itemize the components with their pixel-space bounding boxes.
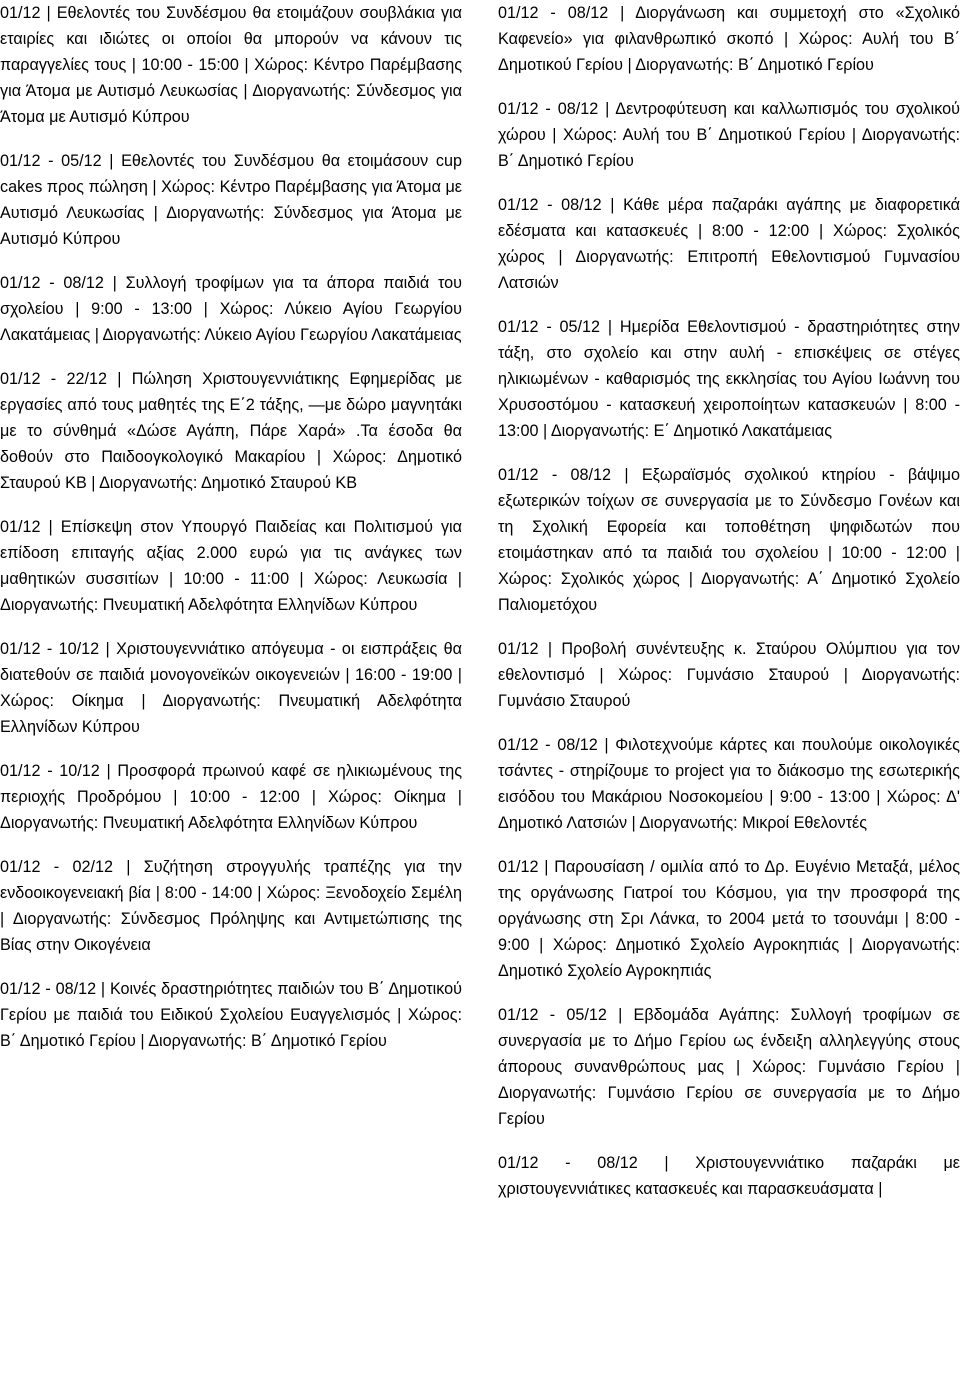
event-entry: 01/12 - 08/12 | Χριστουγεννιάτικο παζαράκι με χριστουγεννιάτικες κατασκευές και παρασκευάσματα | — [498, 1154, 960, 1198]
event-entry: 01/12 - 02/12 | Συζήτηση στρογγυλής τραπέζης για την ενδοοικογενειακή βία | 8:00 - 14:00 | Χώρος: Ξενοδοχείο Σεμέλη | Διοργανωτής: Σύνδεσμος Πρόληψης και Αντιμετώπισης της Βίας στην Οικογένεια — [0, 858, 462, 954]
event-entry: 01/12 - 08/12 | Φιλοτεχνούμε κάρτες και πουλούμε οικολογικές τσάντες - στηρίζουμε το project για το διάκοσμο της εσωτερικής εισόδου του Μακάριου Νοσοκομείου | 9:00 - 13:00 | Χώρος: Δ' Δημοτικό Λατσιών | Διοργανωτής: Μικροί Εθελοντές — [498, 736, 960, 832]
event-entry: 01/12 - 10/12 | Χριστουγεννιάτικο απόγευμα - οι εισπράξεις θα διατεθούν σε παιδιά μονογονεϊκών οικογενειών | 16:00 - 19:00 | Χώρος: Οίκημα | Διοργανωτής: Πνευματική Αδελφότητα Ελληνίδων Κύπρου — [0, 640, 462, 736]
event-entry: 01/12 - 08/12 | Συλλογή τροφίμων για τα άπορα παιδιά του σχολείου | 9:00 - 13:00 | Χώρος: Λύκειο Αγίου Γεωργίου Λακατάμειας | Διοργανωτής: Λύκειο Αγίου Γεωργίου Λακατάμειας — [0, 274, 462, 344]
event-entry: 01/12 | Παρουσίαση / ομιλία από το Δρ. Ευγένιο Μεταξά, μέλος της οργάνωσης Γιατροί του Κόσμου, για την προσφορά της οργάνωσης στη Σρι Λάνκα, το 2004 μετά το τσουνάμι | 8:00 - 9:00 | Χώρος: Δημοτικό Σχολείο Αγροκηπιάς | Διοργανωτής: Δημοτικό Σχολείο Αγροκηπιάς — [498, 858, 960, 980]
event-entry: 01/12 - 05/12 | Εθελοντές του Συνδέσμου θα ετοιμάσουν cup cakes προς πώληση | Χώρος: Κέντρο Παρέμβασης για Άτομα με Αυτισμό Λευκωσίας | Διοργανωτής: Σύνδεσμος για Άτομα με Αυτισμό Κύπρου — [0, 152, 462, 248]
event-entry: 01/12 | Επίσκεψη στον Υπουργό Παιδείας και Πολιτισμού για επίδοση επιταγής αξίας 2.000 ευρώ για τις ανάγκες των μαθητικών συσσιτίων | 10:00 - 11:00 | Χώρος: Λευκωσία |Διοργανωτής: Πνευματική Αδελφότητα Ελληνίδων Κύπρου — [0, 518, 462, 614]
event-entry: 01/12 - 08/12 | Διοργάνωση και συμμετοχή στο «Σχολικό Καφενείο» για φιλανθρωπικό σκοπό | Χώρος: Αυλή του Β΄ Δημοτικού Γερίου | Διοργανωτής: Β΄ Δημοτικό Γερίου — [498, 4, 960, 74]
event-entry: 01/12 | Προβολή συνέντευξης κ. Σταύρου Ολύμπιου για τον εθελοντισμό | Χώρος: Γυμνάσιο Σταυρού | Διοργανωτής: Γυμνάσιο Σταυρού — [498, 640, 960, 710]
event-entry: 01/12 - 10/12 | Προσφορά πρωινού καφέ σε ηλικιωμένους της περιοχής Προδρόμου | 10:00 - 12:00 | Χώρος: Οίκημα | Διοργανωτής: Πνευματική Αδελφότητα Ελληνίδων Κύπρου — [0, 762, 462, 832]
event-entry: 01/12 - 08/12 | Κοινές δραστηριότητες παιδιών του Β΄ Δημοτικού Γερίου με παιδιά του Ειδικού Σχολείου Ευαγγελισμός | Χώρος: Β΄ Δημοτικό Γερίου | Διοργανωτής: Β΄ Δημοτικό Γερίου — [0, 980, 462, 1050]
event-entry: 01/12 - 08/12 | Κάθε μέρα παζαράκι αγάπης με διαφορετικά εδέσματα και κατασκευές | 8:00 - 12:00 | Χώρος: Σχολικός χώρος | Διοργανωτής: Επιτροπή Εθελοντισμού Γυμνασίου Λατσιών — [498, 196, 960, 292]
left-column — [0, 0, 462, 1072]
event-entry: 01/12 - 08/12 | Εξωραϊσμός σχολικού κτηρίου - βάψιμο εξωτερικών τοίχων σε συνεργασία με το Σύνδεσμο Γονέων και τη Σχολική Εφορεία και τοποθέτηση ψηφιδωτών που ετοιμάστηκαν από τα παιδιά του σχολείου | 10:00 - 12:00 | Χώρος: Σχολικός χώρος | Διοργανωτής: Α΄ Δημοτικό Σχολείο Παλιομετόχου — [498, 466, 960, 614]
event-entry: 01/12 - 22/12 | Πώληση Χριστουγεννιάτικης Εφημερίδας με εργασίες από τους μαθητές της Ε΄2 τάξης, —με δώρο μαγνητάκι με το σύνθημά «Δώσε Αγάπη, Πάρε Χαρά» .Τα έσοδα θα δοθούν στο Παιδοογκολογικό Μακαρίου | Χώρος: Δημοτικό Σταυρού ΚΒ | Διοργανωτής: Δημοτικό Σταυρού ΚΒ — [0, 370, 462, 492]
event-entry: 01/12 - 05/12 | Εβδομάδα Αγάπης: Συλλογή τροφίμων σε συνεργασία με το Δήμο Γερίου ως ένδειξη αλληλεγγύης στους άπορους συνανθρώπους μας | Χώρος: Γυμνάσιο Γερίου | Διοργανωτής: Γυμνάσιο Γερίου σε συνεργασία με το Δήμο Γερίου — [498, 1006, 960, 1128]
event-entry: 01/12 - 05/12 | Ημερίδα Εθελοντισμού - δραστηριότητες στην τάξη, στο σχολείο και στην αυλή - επισκέψεις σε στέγες ηλικιωμένων - καθαρισμός της εκκλησίας του Αγίου Ιωάννη του Χρυσοστόμου - κατασκευή χειροποίητων κατασκευών | 8:00 - 13:00 | Διοργανωτής: Ε΄ Δημοτικό Λακατάμειας — [498, 318, 960, 440]
event-entry: 01/12 | Εθελοντές του Συνδέσμου θα ετοιμάζουν σουβλάκια για εταιρίες και ιδιώτες οι οποίοι θα μπορούν να κάνουν τις παραγγελίες τους | 10:00 - 15:00 | Χώρος: Κέντρο Παρέμβασης για Άτομα με Αυτισμό Λευκωσίας | Διοργανωτής: Σύνδεσμος για Άτομα με Αυτισμό Κύπρου — [0, 4, 462, 126]
right-column — [498, 0, 960, 1220]
event-entry: 01/12 - 08/12 | Δεντροφύτευση και καλλωπισμός του σχολικού χώρου | Χώρος: Αυλή του Β΄ Δημοτικού Γερίου | Διοργανωτής: Β΄ Δημοτικό Γερίου — [498, 100, 960, 170]
